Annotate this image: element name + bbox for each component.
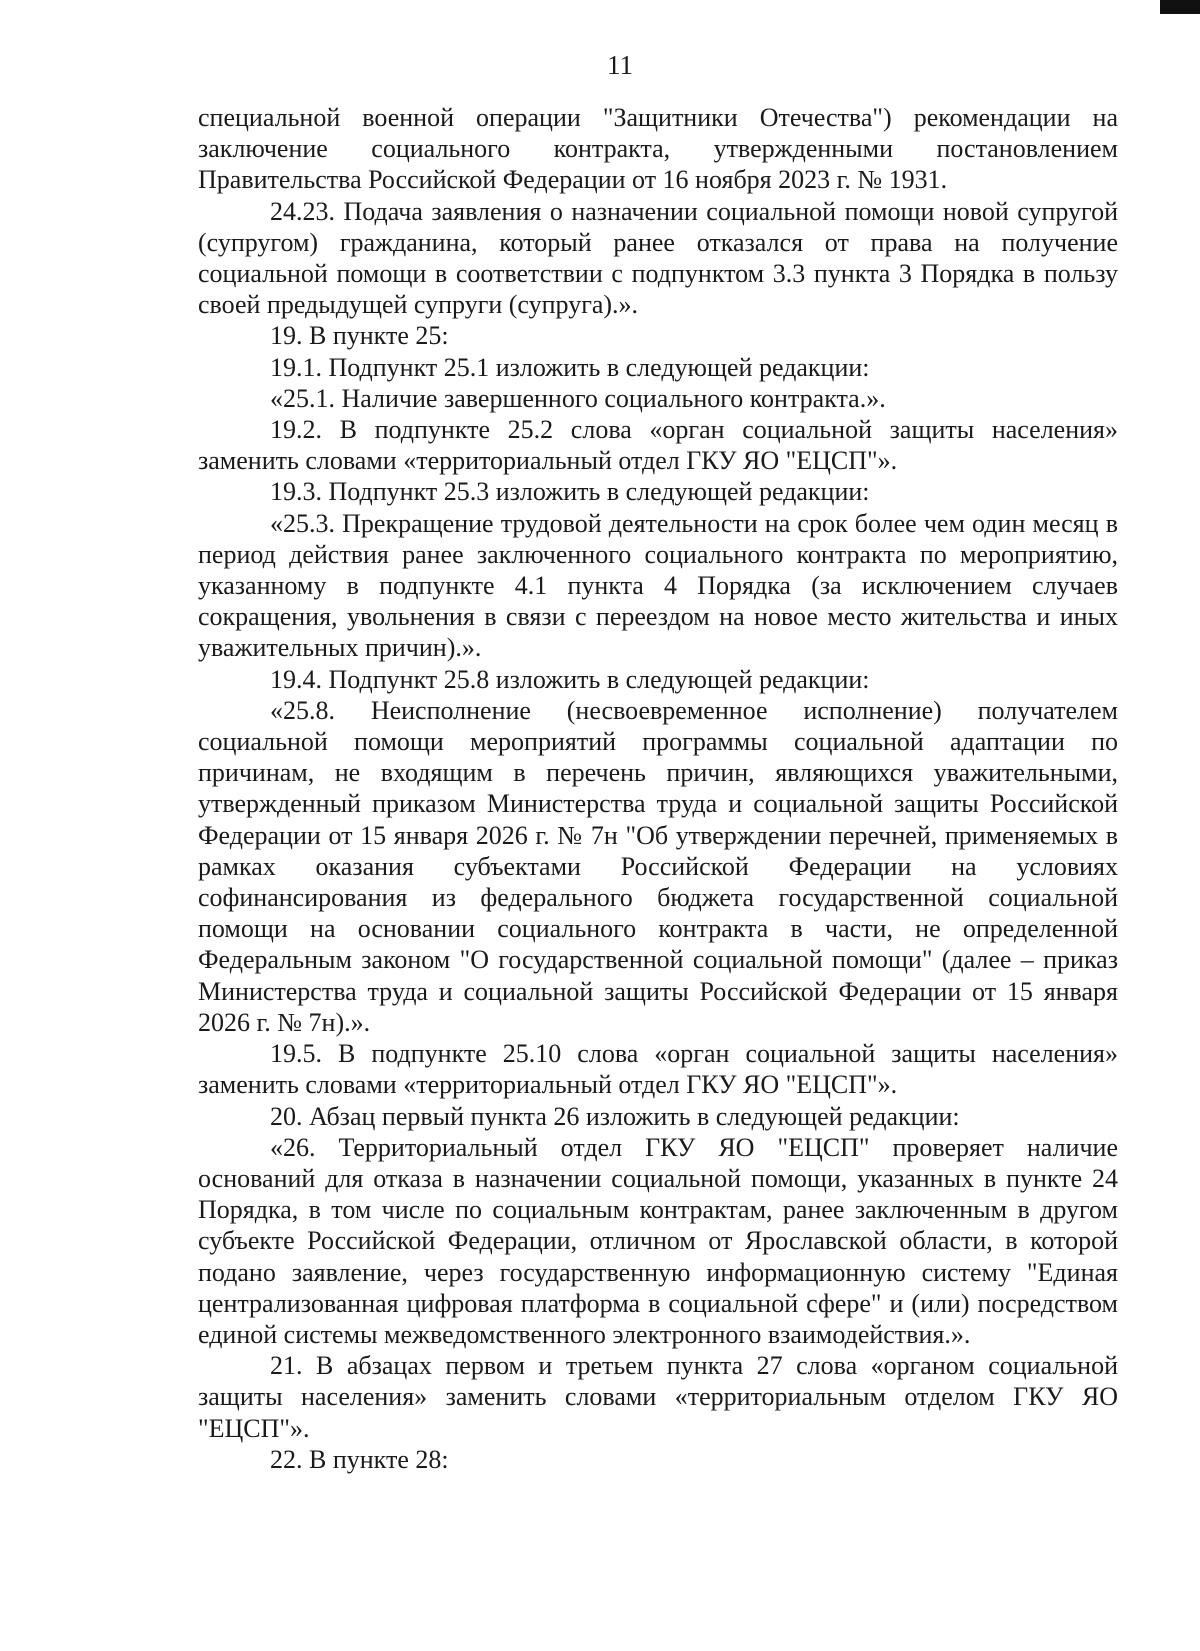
paragraph-22: 22. В пункте 28: <box>270 1444 449 1474</box>
paragraph-19-4: 19.4. Подпункт 25.8 изложить в следующей редакции: <box>270 664 870 694</box>
page-number: 11 <box>607 50 633 80</box>
paragraph-26: «26. Территориальный отдел ГКУ ЯО "ЕЦСП" проверяет наличие оснований для отказа в назначении социальной помощи, указанных в пункте 24 Порядка, в том числе по социальным контрактам, ранее заключенным в другом субъекте Российской Федерации, отличном от Ярославской области, в которой подано заявление, через государственную информационную систему "Единая централизованная цифровая платформа в социальной сфере" и (или) посредством единой системы межведомственного электронного взаимодействия.». <box>198 1132 1118 1349</box>
paragraph-19-5: 19.5. В подпункте 25.10 слова «орган социальной защиты населения» заменить словами «территориальный отдел ГКУ ЯО "ЕЦСП"». <box>198 1039 1118 1100</box>
scan-corner-mark <box>1160 0 1200 14</box>
paragraph-19: 19. В пункте 25: <box>270 321 449 351</box>
paragraph-24-23: 24.23. Подача заявления о назначении социальной помощи новой супругой (супругом) гражданина, который ранее отказался от права на получение социальной помощи в соответствии с подпунктом 3.3 пункта 3 Порядка в пользу своей предыдущей супруги (супруга).». <box>198 196 1118 320</box>
paragraph-19-2: 19.2. В подпункте 25.2 слова «орган социальной защиты населения» заменить словами «территориальный отдел ГКУ ЯО "ЕЦСП"». <box>198 415 1118 476</box>
paragraph-25-3: «25.3. Прекращение трудовой деятельности на срок более чем один месяц в период действия ранее заключенного социального контракта по мероприятию, указанному в подпункте 4.1 пункта 4 Порядка (за исключением случаев сокращения, увольнения в связи с переездом на новое место жительства и иных уважительных причин).». <box>198 508 1118 663</box>
document-body <box>198 102 1118 1475</box>
paragraph-21: 21. В абзацах первом и третьем пункта 27 слова «органом социальной защиты населения» заменить словами «территориальным отделом ГКУ ЯО "ЕЦСП"». <box>198 1351 1118 1443</box>
paragraph-continuation: специальной военной операции "Защитники Отечества") рекомендации на заключение социального контракта, утвержденными постановлением Правительства Российской Федерации от 16 ноября 2023 г. № 1931. <box>198 103 1118 195</box>
paragraph-25-1: «25.1. Наличие завершенного социального контракта.». <box>270 383 886 413</box>
paragraph-20: 20. Абзац первый пункта 26 изложить в следующей редакции: <box>270 1101 960 1131</box>
paragraph-25-8: «25.8. Неисполнение (несвоевременное исполнение) получателем социальной помощи мероприятий программы социальной адаптации по причинам, не входящим в перечень причин, являющихся уважительными, утвержденный приказом Министерства труда и социальной защиты Российской Федерации от 15 января 2026 г. № 7н "Об утверждении перечней, применяемых в рамках оказания субъектами Российской Федерации на условиях софинансирования из федерального бюджета государственной социальной помощи на основании социального контракта в части, не определенной Федеральным законом "О государственной социальной помощи" (далее – приказ Министерства труда и социальной защиты Российской Федерации от 15 января 2026 г. № 7н).». <box>198 695 1118 1037</box>
paragraph-19-1: 19.1. Подпункт 25.1 изложить в следующей редакции: <box>270 352 870 382</box>
paragraph-19-3: 19.3. Подпункт 25.3 изложить в следующей редакции: <box>270 477 870 507</box>
